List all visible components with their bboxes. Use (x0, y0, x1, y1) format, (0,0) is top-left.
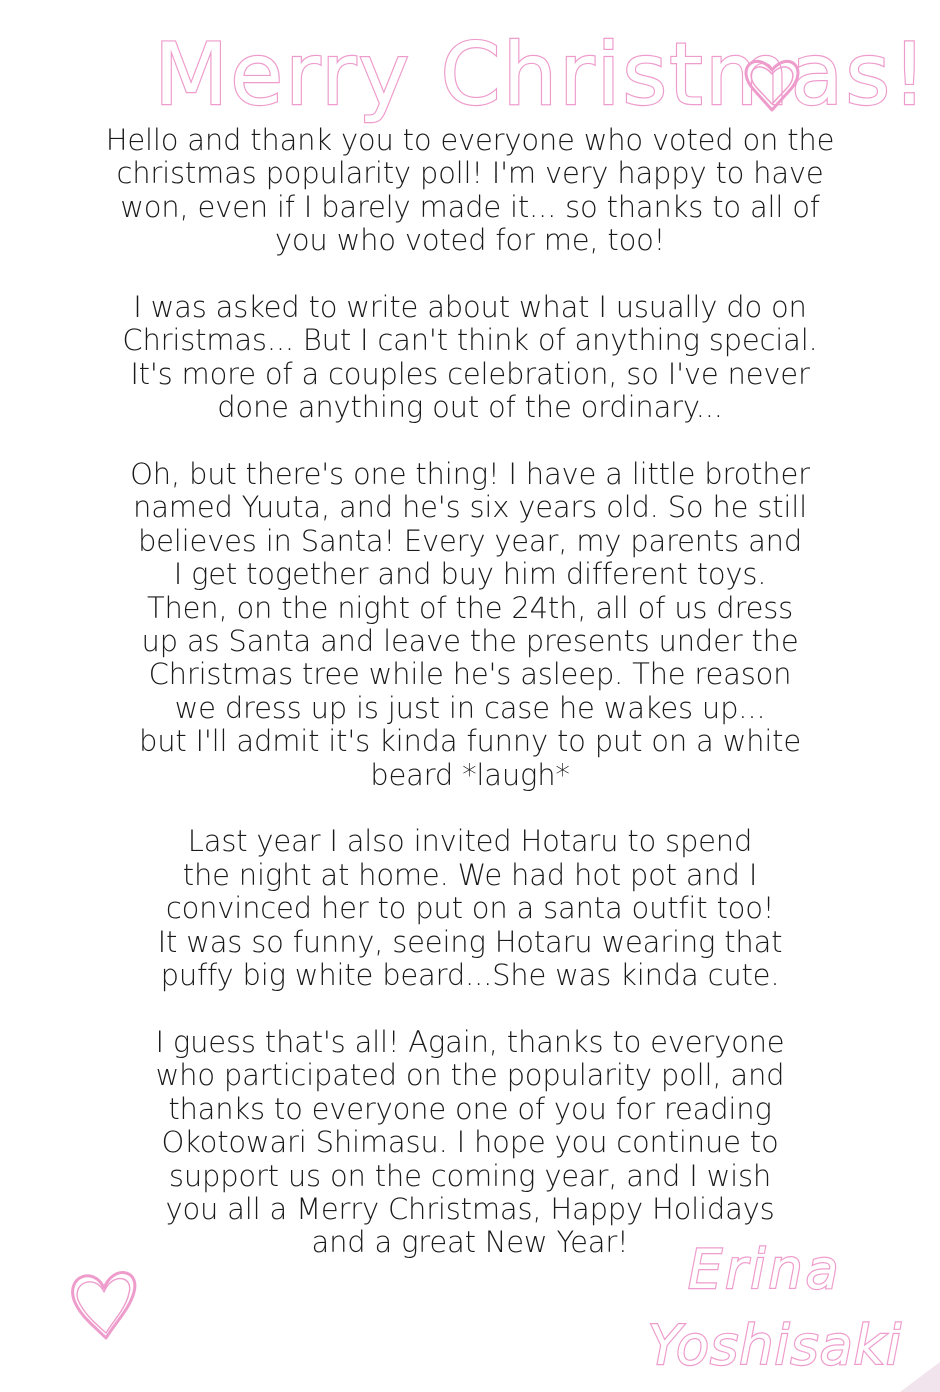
signature-last-name: Yoshisaki (648, 1314, 902, 1377)
paragraph-2: I was asked to write about what I usually do on Christmas... But I can't think of anything special. It's more of a couples celebration, so I've never done anything out of the ordinary... (122, 290, 818, 425)
corner-heart-icon (64, 1262, 144, 1342)
title-text: Merry Christmas! (154, 25, 929, 125)
page-corner-decoration (900, 1362, 940, 1392)
signature (640, 1226, 930, 1376)
page-title (150, 20, 929, 125)
paragraph-4: Last year I also invited Hotaru to spend the night at home. We had hot pot and I convinced her to put on a santa outfit too! It was so funny, seeing Hotaru wearing that puffy big white beard...She was kinda cute. (157, 824, 783, 993)
letter-body (60, 124, 880, 1293)
paragraph-5: I guess that's all! Again, thanks to everyone who participated on the popularity poll, and thanks to everyone one of you for reading Okotowari Shimasu. I hope you continue to support us on the coming year, and I wish you all a Merry Christmas, Happy Holidays and a great New Year! (155, 1024, 785, 1260)
paragraph-1: Hello and thank you to everyone who voted on the christmas popularity poll! I'm very happy to have won, even if I barely made it... so thanks to all of you who voted for me, too! (105, 123, 835, 258)
paragraph-3: Oh, but there's one thing! I have a little brother named Yuuta, and he's six years old. So he still believes in Santa! Every year, my parents and I get together and buy him different toys. Then, on the night of the 24th, all of us dress up as Santa and leave the presents under the Christmas tree while he's asleep. The reason we dress up is just in case he wakes up... but I'll admit it's kinda funny to put on a white beard *laugh* (130, 457, 810, 792)
signature-first-name: Erina (688, 1238, 842, 1301)
